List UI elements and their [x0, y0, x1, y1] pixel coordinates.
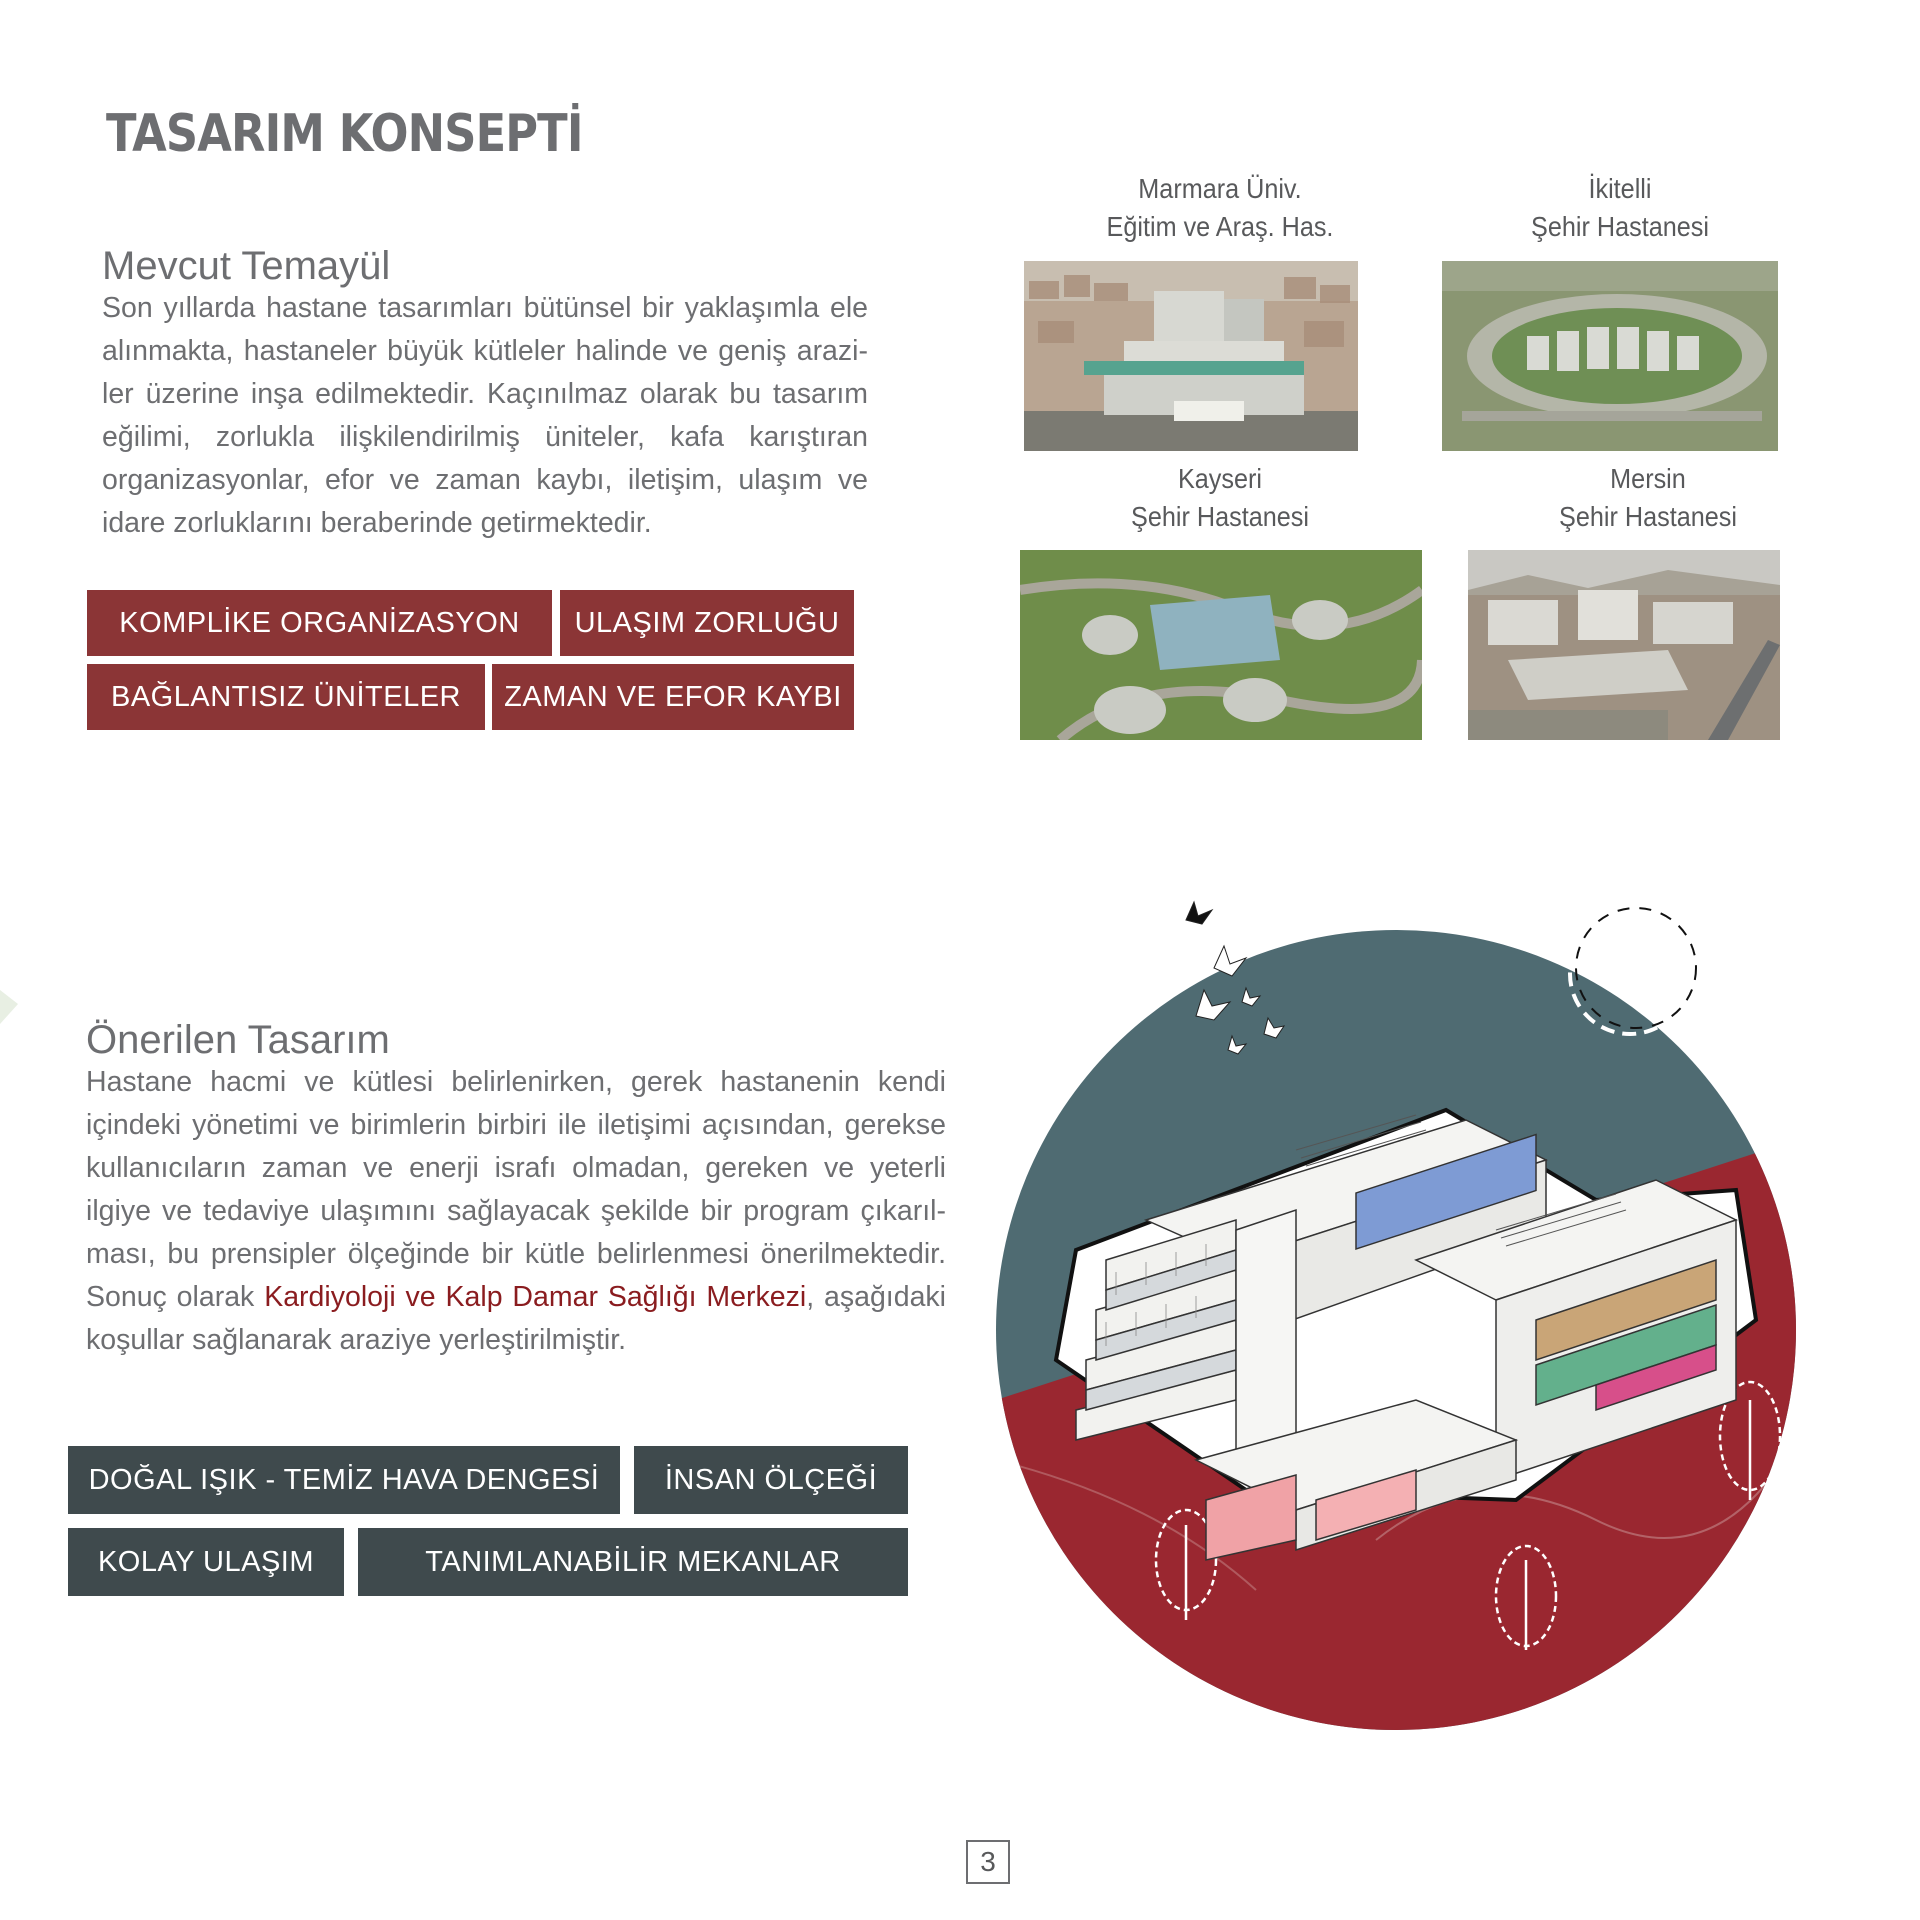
photo-marmara-hospital: [1024, 261, 1358, 451]
edge-decoration: [0, 990, 20, 1030]
caption-line: Şehir Hastanesi: [1531, 211, 1709, 242]
building-illustration: [996, 900, 1796, 1740]
paragraph-text: , aşağıdaki koşullar sağlanarak araziye yerleştirilmiştir.: [86, 1281, 946, 1356]
photo-ikitelli-hospital: [1442, 261, 1778, 451]
proposed-design-heading: Önerilen Tasarım: [86, 1018, 390, 1062]
page-title: TASARIM KONSEPTİ: [106, 104, 583, 164]
tag-complex-organization: KOMPLİKE ORGANİZASYON: [87, 590, 552, 656]
caption-ikitelli: [1440, 170, 1800, 246]
tag-transport-difficulty: ULAŞIM ZORLUĞU: [560, 590, 854, 656]
caption-line: Şehir Hastanesi: [1131, 501, 1309, 532]
tag-easy-access: KOLAY ULAŞIM: [68, 1528, 344, 1596]
caption-marmara: [1040, 170, 1400, 246]
tag-human-scale: İNSAN ÖLÇEĞİ: [634, 1446, 908, 1514]
caption-kayseri: [1040, 460, 1400, 536]
proposed-design-section: [86, 1018, 946, 1362]
page-number: 3: [966, 1840, 1010, 1884]
caption-line: Kayseri: [1177, 463, 1263, 494]
photo-kayseri-hospital: [1020, 550, 1422, 740]
paragraph-text: Hastane hacmi ve kütlesi belirlenirken, gerek hastanenin kendi içindeki yönetimi ve birimlerin birbiri ile iletişimi açısından, gerekse kullanıcıların zaman ve enerji israfı olmadan, gereken ve yeterli ilgiye ve tedaviye ulaşımını sağlayacak şekilde bir program çıkarılması, bu prensipler ölçeğinde bir kütle belirlenmesi önerilmektedir. Sonuç olarak: [86, 1066, 946, 1313]
caption-line: İkitelli: [1588, 173, 1652, 204]
proposed-design-paragraph: [86, 1061, 946, 1362]
caption-line: Eğitim ve Araş. Has.: [1106, 211, 1334, 242]
photo-mersin-hospital: [1468, 550, 1780, 740]
tag-identifiable-spaces: TANIMLANABİLİR MEKANLAR: [358, 1528, 908, 1596]
current-trend-paragraph: Son yıllarda hastane tasarımları bütünsel bir yaklaşımla ele alınmakta, hastaneler büyük kütleler halinde ve geniş araziler üzerine inşa edilmektedir. Kaçınılmaz olarak bu tasarım eğilimi, zorlukla ilişkilendirilmiş üniteler, kafa karıştıran organizasyonlar, efor ve zaman kaybı, iletişim, ulaşım ve idare zorluklarını beraberinde getirmektedir.: [102, 292, 868, 539]
highlighted-center-name: Kardiyoloji ve Kalp Damar Sağlığı Merkezi: [264, 1281, 807, 1313]
caption-line: Marmara Üniv.: [1138, 173, 1302, 204]
tag-time-effort-loss: ZAMAN VE EFOR KAYBI: [492, 664, 854, 730]
tag-disconnected-units: BAĞLANTISIZ ÜNİTELER: [87, 664, 485, 730]
caption-mersin: [1468, 460, 1828, 536]
tag-daylight-fresh-air: DOĞAL IŞIK - TEMİZ HAVA DENGESİ: [68, 1446, 620, 1514]
caption-line: Şehir Hastanesi: [1559, 501, 1737, 532]
caption-line: Mersin: [1610, 463, 1686, 494]
current-trend-section: [102, 244, 868, 545]
current-trend-heading: Mevcut Temayül: [102, 244, 391, 288]
